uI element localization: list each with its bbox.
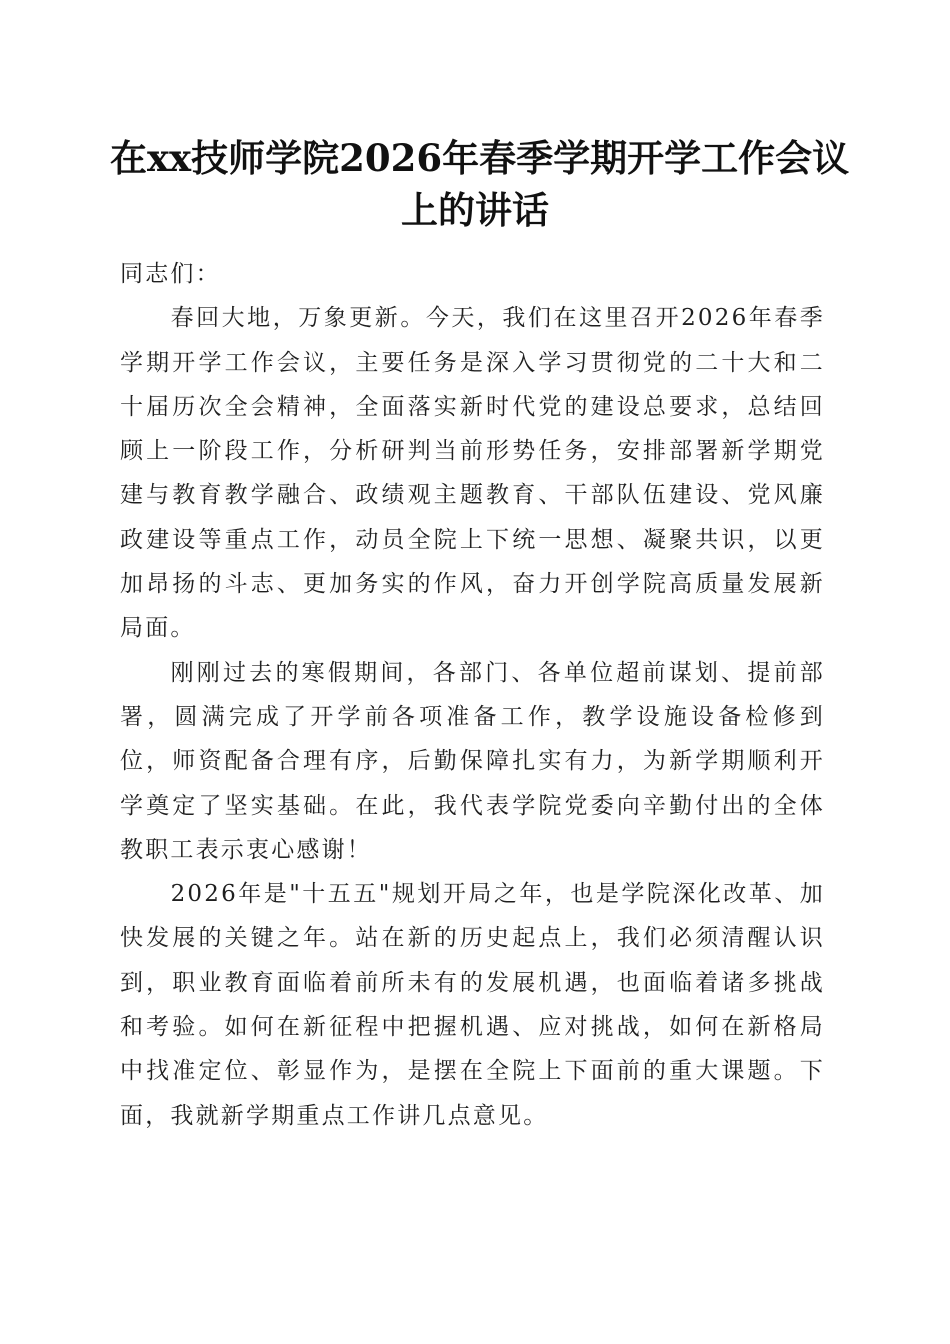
document-title [110, 132, 850, 236]
paragraph-3: 2026年是"十五五"规划开局之年，也是学院深化改革、加快发展的关键之年。站在新的历史起点上，我们必须清醒认识到，职业教育面临着前所未有的发展机遇，也面临着诸多挑战和考验。如何在新征程中把握机遇、应对挑战，如何在新格局中找准定位、彰显作为，是摆在全院上下面前的重大课题。下面，我就新学期重点工作讲几点意见。 [120, 881, 825, 1129]
document-body [120, 252, 825, 1138]
title-line-1: 在xx技师学院2026年春季学期开学工作会议 [110, 136, 850, 180]
paragraph-1: 春回大地，万象更新。今天，我们在这里召开2026年春季学期开学工作会议，主要任务是深入学习贯彻党的二十大和二十届历次全会精神，全面落实新时代党的建设总要求，总结回顾上一阶段工作，分析研判当前形势任务，安排部署新学期党建与教育教学融合、政绩观主题教育、干部队伍建设、党风廉政建设等重点工作，动员全院上下统一思想、凝聚共识，以更加昂扬的斗志、更加务实的作风，奋力开创学院高质量发展新局面。 [120, 305, 825, 642]
title-line-2: 上的讲话 [401, 188, 549, 232]
salutation: 同志们： [120, 261, 221, 287]
paragraph-2: 刚刚过去的寒假期间，各部门、各单位超前谋划、提前部署，圆满完成了开学前各项准备工作，教学设施设备检修到位，师资配备合理有序，后勤保障扎实有力，为新学期顺利开学奠定了坚实基础。在此，我代表学院党委向辛勤付出的全体教职工表示衷心感谢！ [120, 659, 825, 863]
